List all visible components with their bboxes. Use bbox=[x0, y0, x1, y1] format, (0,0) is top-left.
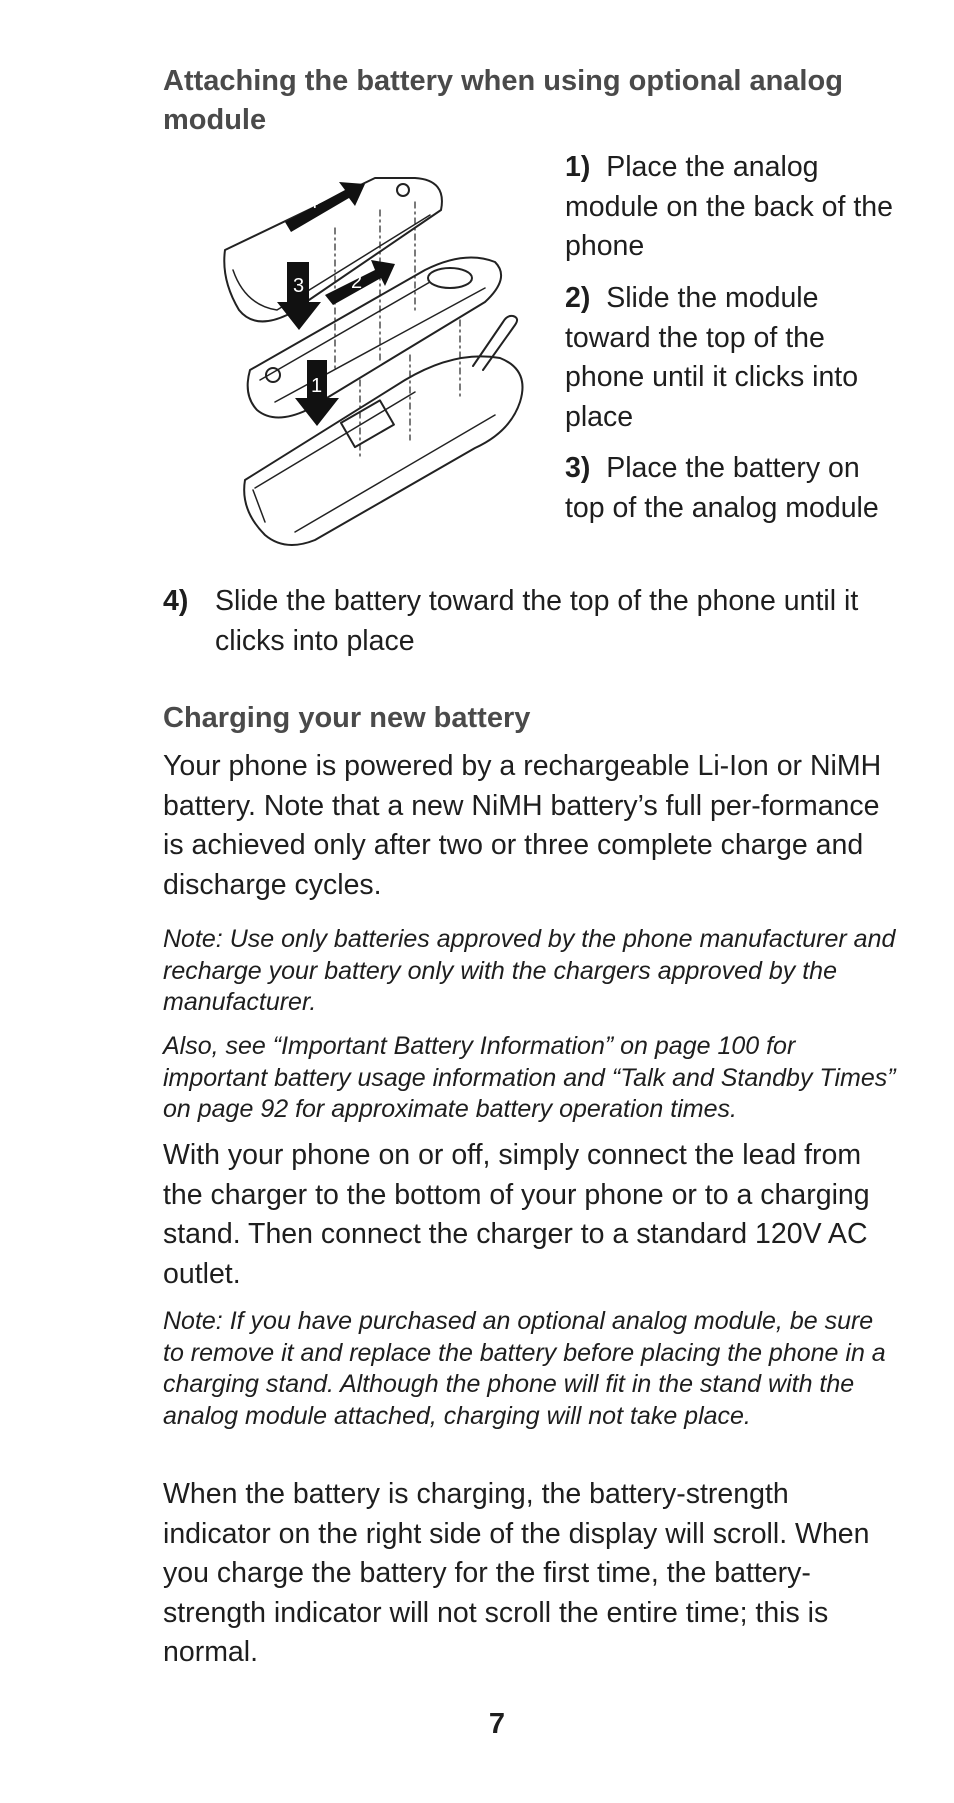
figure-label-2: 2 bbox=[351, 271, 363, 293]
step-number: 2) bbox=[565, 282, 591, 314]
note-approved-batteries: Note: Use only batteries approved by the phone manufacturer and recharge your battery only with the chargers approved by the manufacturer. bbox=[163, 925, 896, 1016]
arrow-4 bbox=[285, 182, 365, 232]
step-text: Slide the module toward the top of the phone until it clicks into place bbox=[565, 282, 859, 433]
battery-module-illustration bbox=[215, 170, 545, 550]
phone-outline bbox=[244, 356, 522, 545]
page-number: 7 bbox=[488, 1708, 506, 1740]
figure-label-1: 1 bbox=[311, 375, 323, 397]
step-1 bbox=[565, 148, 895, 267]
step-text: Place the analog module on the back of the phone bbox=[565, 151, 893, 262]
note-see-also: Also, see “Important Battery Information” on page 100 for important battery usage information and “Talk and Standby Times” on page 92 for approximate battery operation times. bbox=[163, 1032, 896, 1123]
step-4 bbox=[163, 582, 903, 661]
section-heading-attaching-battery: Attaching the battery when using optional analog module bbox=[163, 65, 843, 136]
step-text: Place the battery on top of the analog module bbox=[565, 452, 879, 524]
step-text: Slide the battery toward the top of the phone until it clicks into place bbox=[215, 585, 859, 657]
antenna bbox=[473, 316, 517, 370]
figure-label-3: 3 bbox=[293, 275, 305, 297]
step-3 bbox=[565, 449, 895, 528]
paragraph-connect-charger: With your phone on or off, simply connect the lead from the charger to the bottom of your phone or to a charging stand. Then connect the charger to a standard 120V AC outlet. bbox=[163, 1139, 870, 1290]
section-heading-charging: Charging your new battery bbox=[163, 702, 531, 734]
paragraph-charging-indicator: When the battery is charging, the battery-strength indicator on the right side of the display will scroll. When you charge the battery for the first time, the battery-strength indicator will not scroll the entire time; this is normal. bbox=[163, 1478, 870, 1668]
step-number: 1) bbox=[565, 151, 591, 183]
step-number: 3) bbox=[565, 452, 591, 484]
note-analog-module: Note: If you have purchased an optional analog module, be sure to remove it and replace the battery before placing the phone in a charging stand. Although the phone will fit in the stand with the analog module attached, charging will not take place. bbox=[163, 1307, 886, 1430]
step-number: 4) bbox=[163, 585, 189, 617]
paragraph-battery-type: Your phone is powered by a rechargeable Li-Ion or NiMH battery. Note that a new NiMH battery’s full per-formance is achieved only after two or three complete charge and discharge cycles. bbox=[163, 750, 882, 901]
figure-label-4: 4 bbox=[307, 191, 319, 213]
step-2 bbox=[565, 279, 895, 437]
